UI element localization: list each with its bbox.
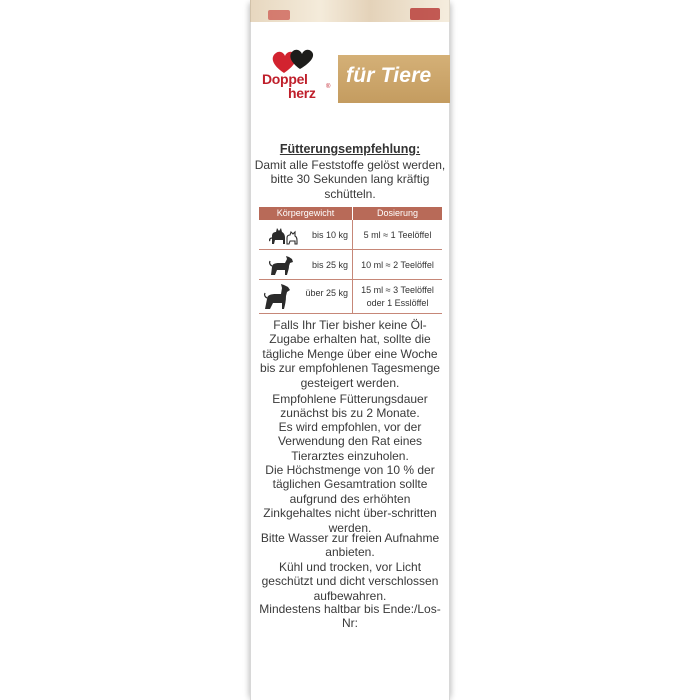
vet-advice-text: Es wird empfohlen, vor der Verwendung den Rat eines Tierarztes einzuholen. <box>277 420 423 463</box>
header-body-weight: Körpergewicht <box>276 208 335 218</box>
table-row <box>259 220 442 249</box>
row-divider <box>259 313 442 314</box>
dosage-table-header <box>259 207 442 220</box>
table-row <box>259 250 442 279</box>
storage-text: Kühl und trocken, vor Licht geschützt und dicht verschlossen aufbewahren. <box>261 560 439 603</box>
box-left-edge <box>250 0 251 700</box>
dose-cell <box>353 250 442 279</box>
feeding-heading: Fütterungsempfehlung: <box>279 142 421 156</box>
medium-dog-icon <box>267 254 297 276</box>
logo-text-line2: herz <box>288 85 316 101</box>
logo-text-line1: Doppel <box>262 71 308 87</box>
registered-mark: ® <box>326 84 331 90</box>
weight-label: bis 25 kg <box>311 260 348 270</box>
table-row <box>259 280 442 313</box>
box-top-flap-mark <box>410 8 440 20</box>
cat-and-small-dog-icon <box>269 225 299 245</box>
weight-label: bis 10 kg <box>311 230 348 240</box>
dose-label: 5 ml ≈ 1 Teelöffel <box>363 230 432 240</box>
feeding-duration-text: Empfohlene Fütterungsdauer zunächst bis zu 2 Monate. <box>272 392 428 421</box>
doppelherz-logo <box>254 47 336 117</box>
dose-label-alt: oder 1 Esslöffel <box>366 298 429 308</box>
box-right-edge <box>449 0 450 700</box>
water-text: Bitte Wasser zur freien Aufnahme anbieten. <box>260 531 440 560</box>
box-top-flap-mark <box>268 10 290 20</box>
banner-text: für Tiere <box>346 64 432 87</box>
weight-label: über 25 kg <box>305 288 348 298</box>
dose-cell <box>353 280 442 313</box>
gradual-increase-text: Falls Ihr Tier bisher keine Öl-Zugabe erhalten hat, sollte die tägliche Menge über eine Woche bis zur empfohlenen Tagesmenge gesteigert werden. <box>260 318 440 390</box>
dose-label: 10 ml ≈ 2 Teelöffel <box>361 260 434 270</box>
header-dosage: Dosierung <box>376 208 419 218</box>
best-before-text: Mindestens haltbar bis Ende:/Los-Nr: <box>259 602 441 631</box>
large-dog-icon <box>262 282 294 310</box>
dose-cell <box>353 220 442 249</box>
weight-cell <box>259 250 352 279</box>
weight-cell <box>259 220 352 249</box>
dose-label: 15 ml ≈ 3 Teelöffel <box>361 285 434 295</box>
weight-cell <box>259 280 352 313</box>
intro-text: Damit alle Feststoffe gelöst werden, bitte 30 Sekunden lang kräftig schütteln. <box>254 158 446 201</box>
fur-tiere-banner <box>338 55 450 103</box>
max-amount-text: Die Höchstmenge von 10 % der täglichen Gesamtration sollte aufgrund des erhöhten Zinkgehaltes nicht über-schritten werden. <box>263 463 437 535</box>
